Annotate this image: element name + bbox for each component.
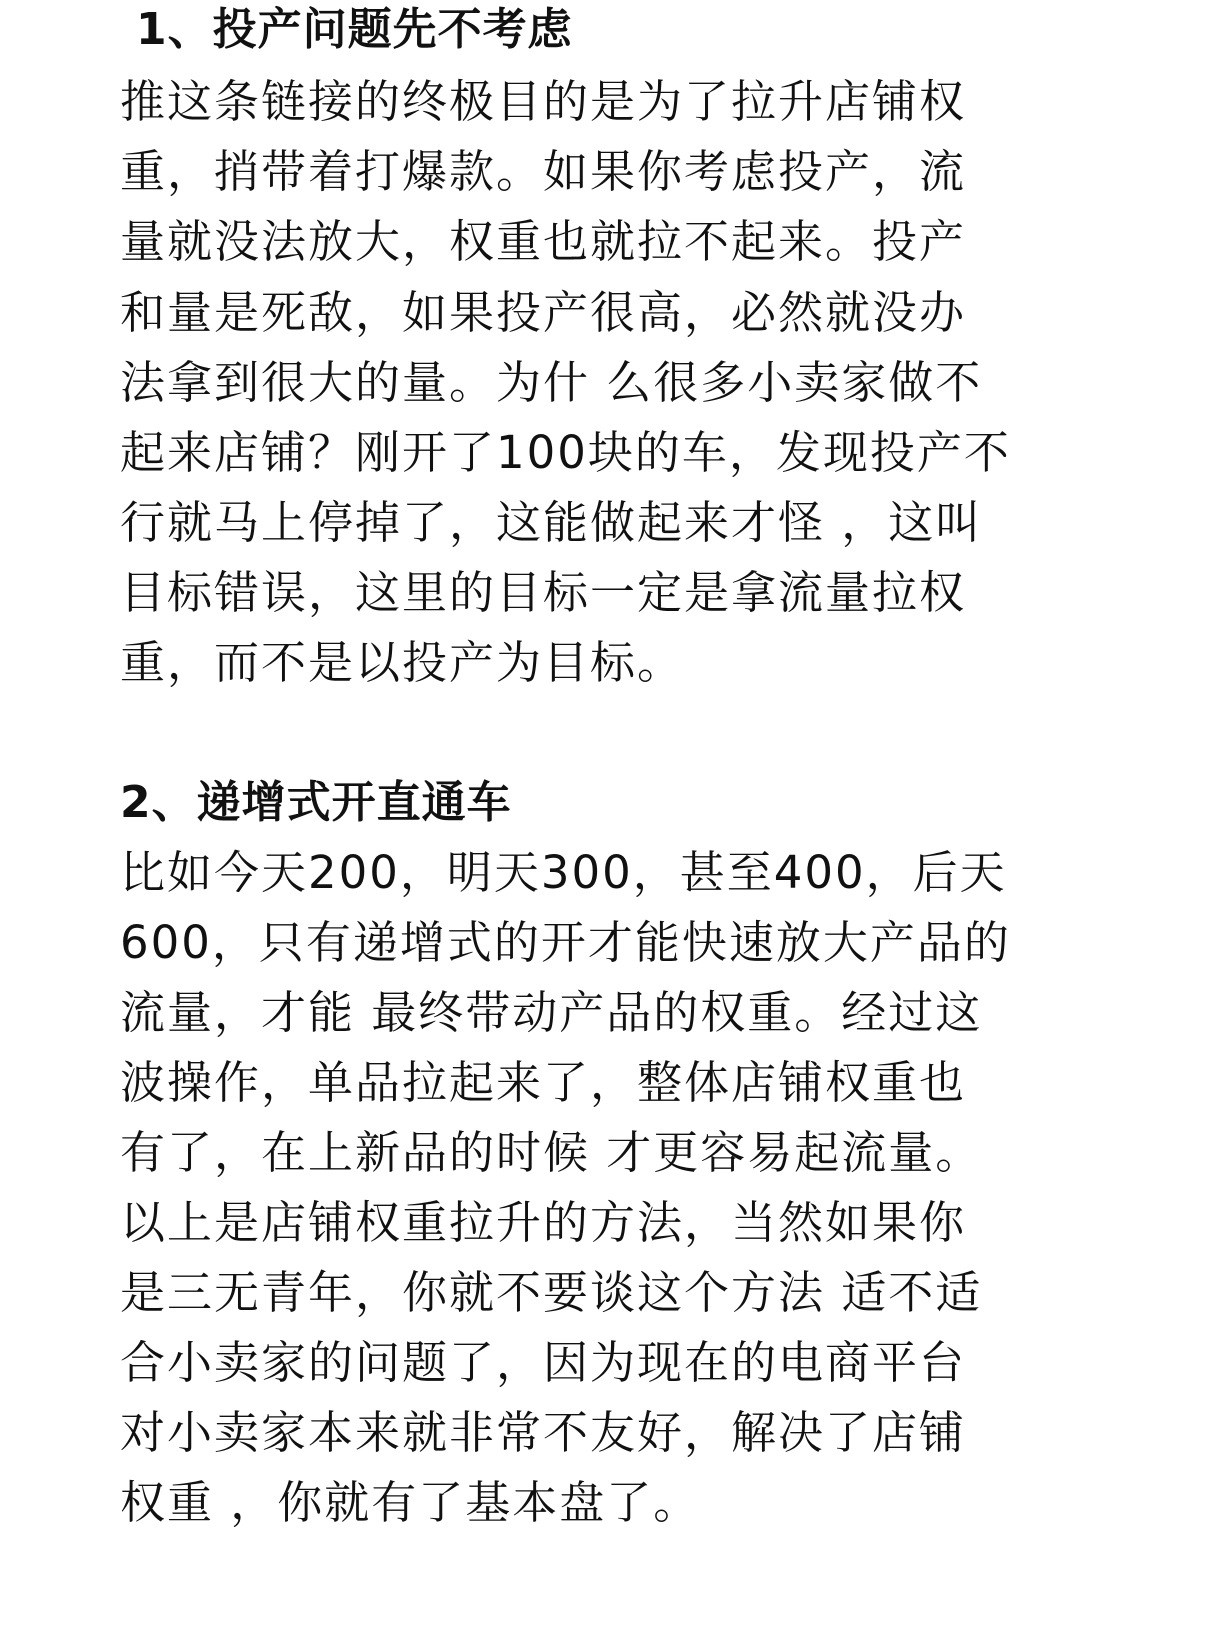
section-1-line: 和量是死敌，如果投产很高，必然就没办 — [120, 286, 967, 339]
section-2-line: 是三无青年，你就不要谈这个方法 适不适 — [120, 1266, 983, 1319]
section-2-line: 600，只有递增式的开才能快速放大产品的 — [120, 916, 1011, 969]
section-1-line: 推这条链接的终极目的是为了拉升店铺权 — [120, 75, 967, 128]
section-1-line: 重，捎带着打爆款。如果你考虑投产，流 — [120, 145, 967, 198]
section-2-line: 流量，才能 最终带动产品的权重。经过这 — [120, 986, 983, 1039]
section-1-line: 目标错误，这里的目标一定是拿流量拉权 — [120, 566, 967, 619]
section-2-heading: 2、递增式开直通车 — [120, 777, 512, 828]
section-2-line: 有了，在上新品的时候 才更容易起流量。 — [120, 1126, 983, 1179]
section-1-line: 起来店铺？刚开了100块的车，发现投产不 — [120, 426, 1011, 479]
section-2-line: 波操作，单品拉起来了，整体店铺权重也 — [120, 1056, 967, 1109]
section-2-line: 以上是店铺权重拉升的方法，当然如果你 — [120, 1196, 967, 1249]
section-1-line: 量就没法放大，权重也就拉不起来。投产 — [120, 215, 967, 268]
section-1-line: 行就马上停掉了，这能做起来才怪 ，这叫 — [120, 496, 983, 549]
section-1-line: 法拿到很大的量。为什 么很多小卖家做不 — [120, 356, 983, 409]
section-2-line: 合小卖家的问题了，因为现在的电商平台 — [120, 1336, 967, 1389]
section-2-line: 对小卖家本来就非常不友好，解决了店铺 — [120, 1406, 967, 1459]
section-2-line: 权重 ，你就有了基本盘了。 — [120, 1476, 701, 1529]
section-1-heading: 1、投产问题先不考虑 — [136, 4, 573, 55]
section-1-line: 重，而不是以投产为目标。 — [120, 636, 685, 689]
section-2-line: 比如今天200，明天300，甚至400，后天 — [120, 846, 1007, 899]
